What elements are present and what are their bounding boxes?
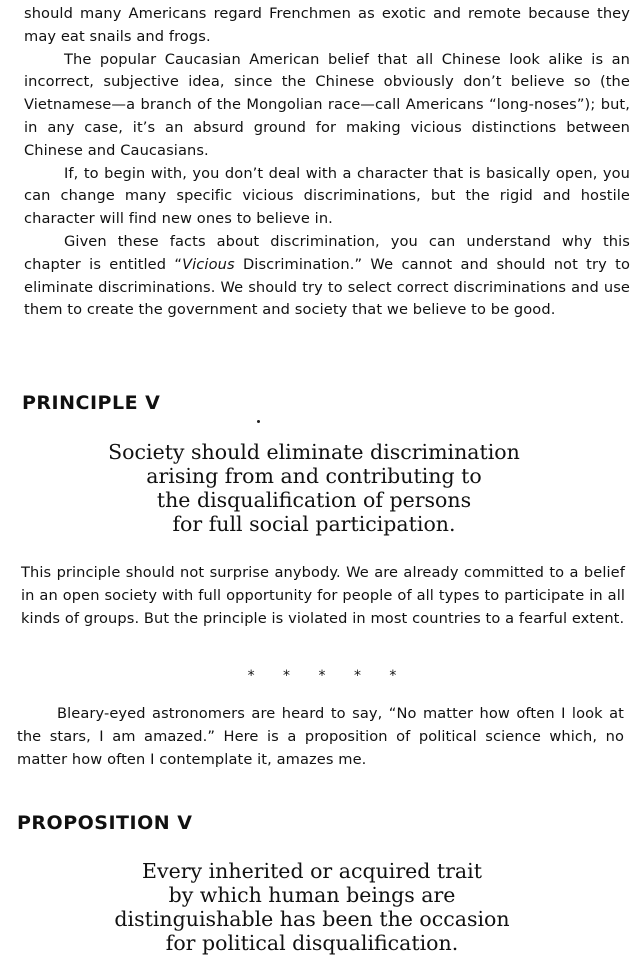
intro-text-block (24, 3, 630, 322)
paragraph-astronomers: Bleary-eyed astronomers are heard to say, “No matter how often I look at the stars, I am amazed.” Here is a proposition of political science which, no matter how often I contemplate it, amazes me. (17, 705, 624, 768)
proposition-quote-line: by which human beings are (168, 882, 456, 907)
principle-heading: PRINCIPLE V (22, 392, 161, 414)
chapter-text-before: Given these facts about discrimination, you can understand why this chapter is entitled “ (24, 232, 630, 273)
speck-mark (257, 420, 260, 423)
chapter-title-italic: Vicious (182, 255, 235, 273)
principle-quote-line: Society should eliminate discrimination (108, 440, 520, 464)
astronomers-block (17, 703, 624, 771)
paragraph-chapter-title (24, 231, 630, 322)
proposition-quote-line: Every inherited or acquired trait (142, 859, 482, 883)
principle-quote-line: the disqualification of persons (156, 487, 472, 512)
proposition-quote-line: for political disqualification. (165, 930, 459, 955)
section-separator: * * * * * (247, 668, 409, 684)
principle-quote-line: for full social participation. (172, 511, 456, 536)
chapter-text-after: Discrimination.” We cannot and should not try to eliminate discriminations. We should try to select correct discriminations and use them to create the government and society that we believe to be good. (24, 255, 630, 319)
paragraph-principle-explanation: This principle should not surprise anybody. We are already committed to a belief in an open society with full opportunity for people of all types to participate in all kinds of groups. But the principle is violated in most countries to a fearful extent. (21, 564, 625, 627)
proposition-quote (0, 860, 632, 956)
paragraph-frenchmen: should many Americans regard Frenchmen as exotic and remote because they may eat snails and frogs. (24, 5, 630, 45)
principle-quote-line: arising from and contributing to (146, 463, 482, 488)
proposition-quote-line: distinguishable has been the occasion (114, 906, 510, 931)
principle-quote (0, 441, 634, 537)
principle-body-block (21, 562, 625, 630)
paragraph-open-character: If, to begin with, you don’t deal with a character that is basically open, you can change many specific vicious discriminations, but the rigid and hostile character will find new ones to believe in. (24, 164, 630, 228)
paragraph-chinese-caucasian: The popular Caucasian American belief that all Chinese look alike is an incorrect, subjective idea, since the Chinese obviously don’t believe so (the Vietnamese—a branch of the Mongolian race—call Americans “long-noses”); but, in any case, it’s an absurd ground for making vicious distinctions between Chinese and Caucasians. (24, 50, 630, 159)
proposition-heading: PROPOSITION V (17, 812, 193, 834)
